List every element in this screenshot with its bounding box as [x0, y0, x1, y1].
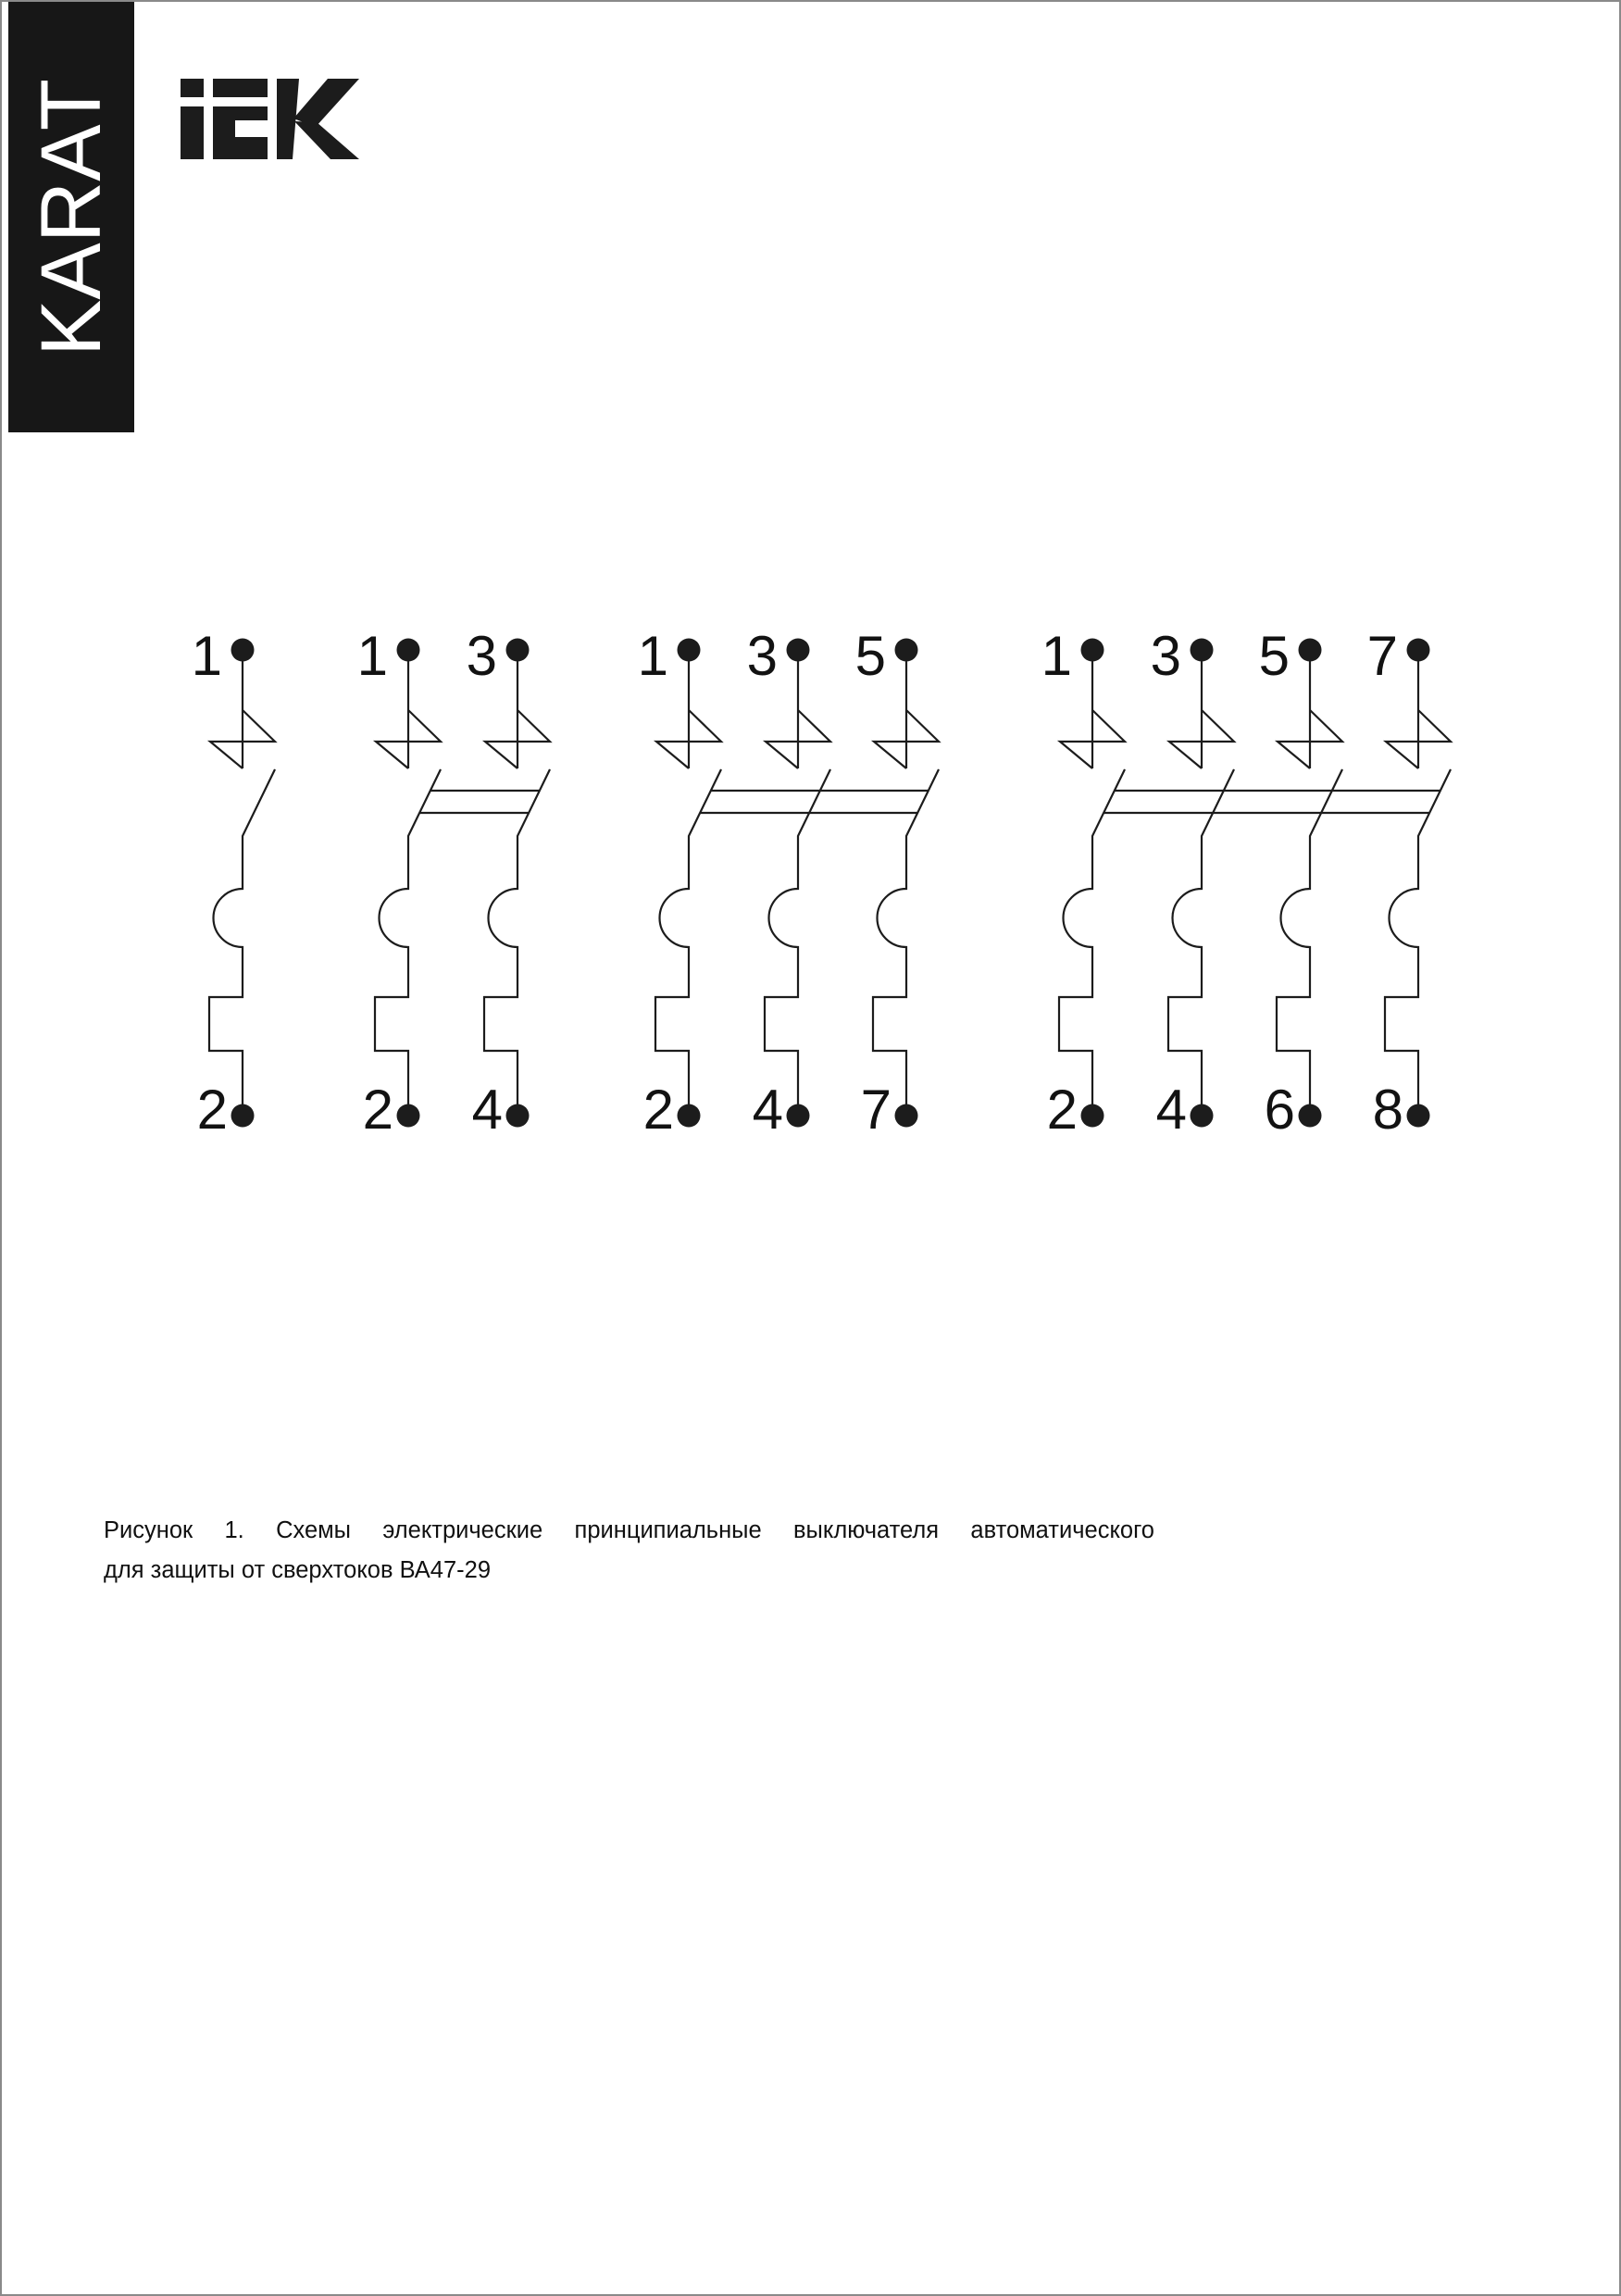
terminal-label-bottom: 4 — [752, 1079, 783, 1141]
terminal-label-top: 7 — [1366, 625, 1398, 687]
terminal-dot-top — [1191, 639, 1214, 662]
terminal-dot-bottom — [231, 1104, 255, 1128]
breaker-pole — [873, 651, 939, 1104]
figure-caption-line2: для защиты от сверхтоков ВА47-29 — [104, 1557, 491, 1583]
terminal-dot-top — [397, 639, 420, 662]
terminal-label-bottom: 2 — [642, 1079, 674, 1141]
terminal-label-bottom: 2 — [362, 1079, 393, 1141]
terminal-dot-bottom — [397, 1104, 420, 1128]
karat-brand-label: KARAT — [24, 78, 118, 356]
terminal-dot-top — [1407, 639, 1430, 662]
terminal-label-bottom: 7 — [860, 1079, 892, 1141]
terminal-label-top: 1 — [191, 625, 222, 687]
diagram-2pole — [357, 625, 550, 1141]
figure-1-schematics — [2, 2, 1621, 2296]
terminal-label-top: 3 — [746, 625, 778, 687]
breaker-pole — [1168, 651, 1234, 1104]
terminal-label-top: 5 — [1258, 625, 1290, 687]
diagram-4pole — [1041, 625, 1451, 1141]
terminal-dot-bottom — [1081, 1104, 1104, 1128]
terminal-label-bottom: 2 — [1046, 1079, 1078, 1141]
terminal-label-top: 1 — [1041, 625, 1072, 687]
breaker-pole — [1059, 651, 1125, 1104]
terminal-label-bottom: 8 — [1372, 1079, 1403, 1141]
mechanical-linkage — [419, 791, 540, 813]
terminal-dot-top — [678, 639, 701, 662]
terminal-label-bottom: 6 — [1264, 1079, 1295, 1141]
mechanical-linkage — [1104, 791, 1440, 813]
terminal-label-bottom: 2 — [196, 1079, 228, 1141]
figure-caption — [104, 1511, 1154, 1591]
figure-caption-line1: Рисунок 1. Схемы электрические принципиальные выключателя автоматического — [104, 1517, 1154, 1543]
terminal-dot-bottom — [678, 1104, 701, 1128]
terminal-dot-bottom — [1407, 1104, 1430, 1128]
terminal-dot-top — [231, 639, 255, 662]
terminal-dot-bottom — [1299, 1104, 1322, 1128]
terminal-label-top: 3 — [466, 625, 497, 687]
terminal-label-top: 1 — [356, 625, 388, 687]
terminal-dot-top — [895, 639, 918, 662]
terminal-dot-top — [787, 639, 810, 662]
terminal-dot-top — [506, 639, 530, 662]
breaker-pole — [1277, 651, 1342, 1104]
breaker-pole — [209, 651, 275, 1104]
breaker-pole — [655, 651, 721, 1104]
diagram-1pole — [192, 625, 275, 1141]
diagram-3pole — [638, 625, 939, 1141]
terminal-dot-bottom — [787, 1104, 810, 1128]
breaker-pole — [484, 651, 550, 1104]
terminal-dot-top — [1081, 639, 1104, 662]
terminal-dot-top — [1299, 639, 1322, 662]
terminal-label-bottom: 4 — [471, 1079, 503, 1141]
terminal-dot-bottom — [895, 1104, 918, 1128]
terminal-dot-bottom — [506, 1104, 530, 1128]
terminal-label-top: 1 — [637, 625, 668, 687]
terminal-label-bottom: 4 — [1155, 1079, 1187, 1141]
breaker-pole — [375, 651, 441, 1104]
terminal-label-top: 5 — [854, 625, 886, 687]
breaker-pole — [765, 651, 830, 1104]
breaker-pole — [1385, 651, 1451, 1104]
terminal-label-top: 3 — [1150, 625, 1181, 687]
terminal-dot-bottom — [1191, 1104, 1214, 1128]
